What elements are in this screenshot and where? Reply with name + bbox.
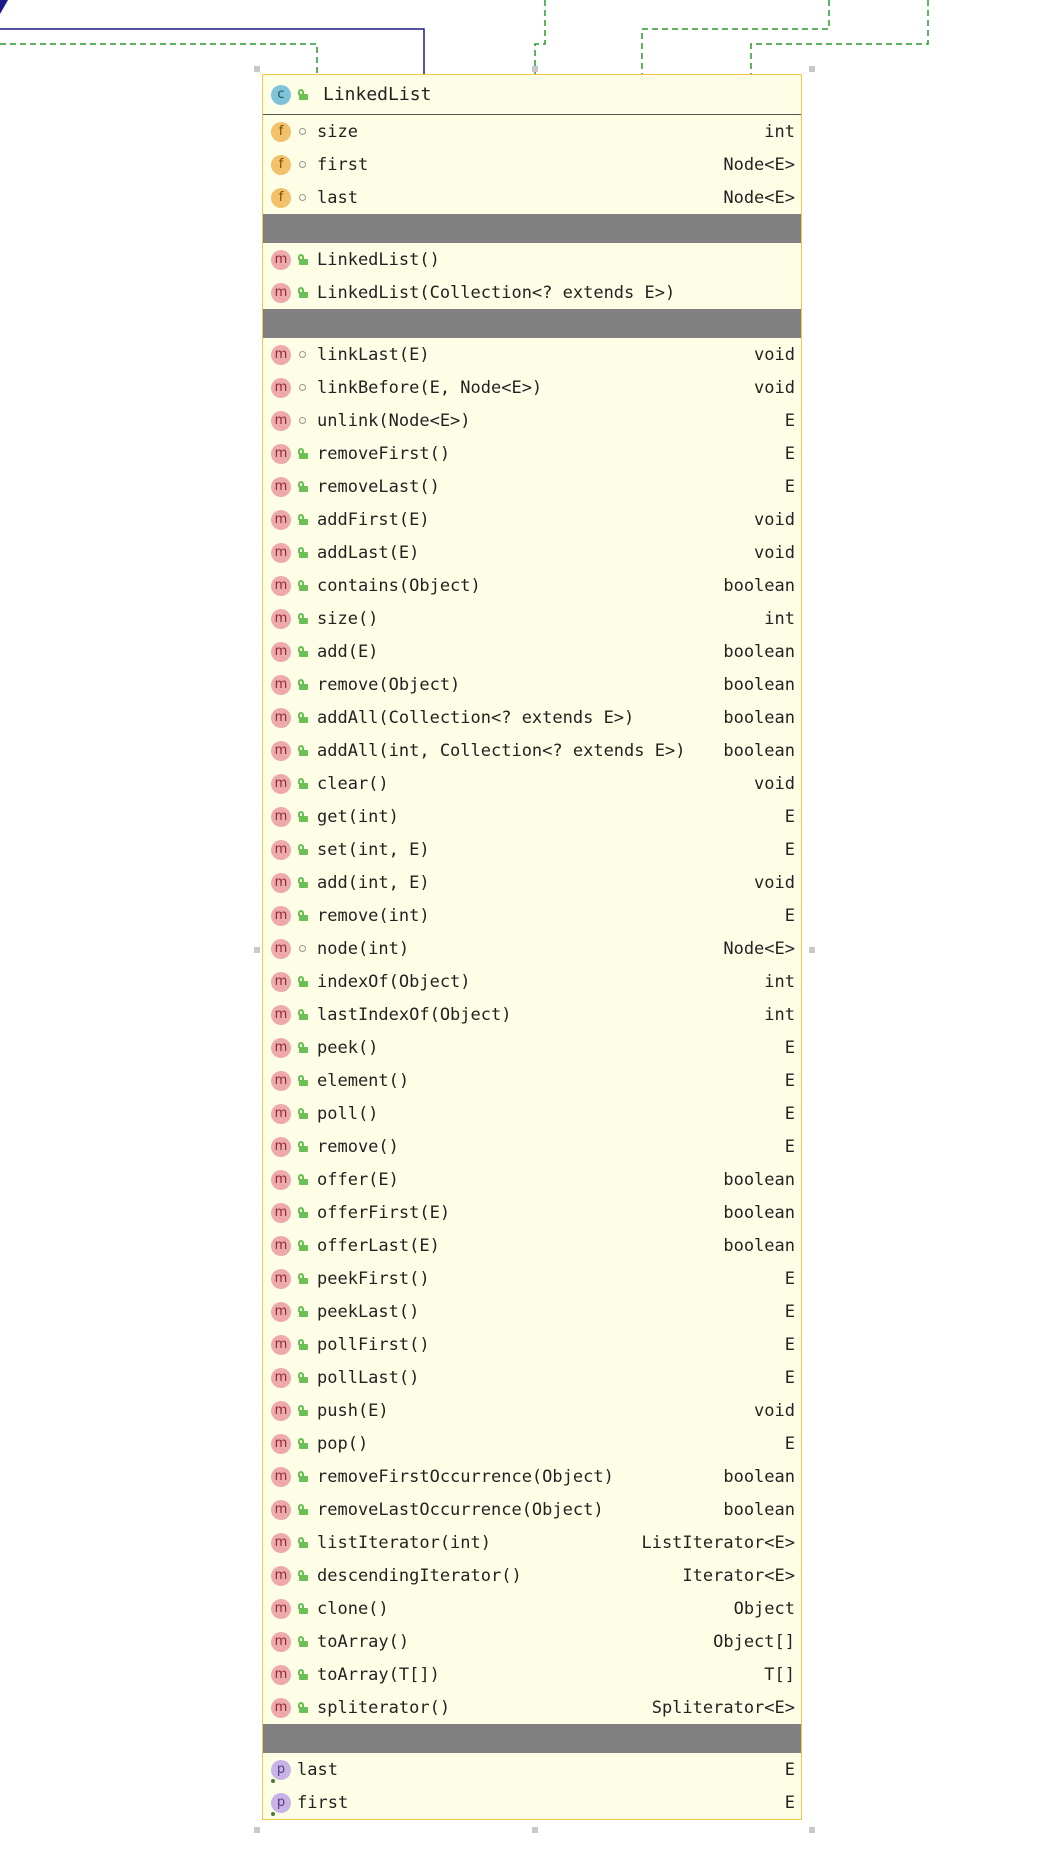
method-row[interactable]	[263, 569, 801, 602]
method-type: void	[754, 509, 795, 530]
method-type: boolean	[723, 1499, 795, 1520]
package-private-dot-icon	[295, 191, 309, 205]
method-icon: m	[271, 1632, 291, 1652]
method-row[interactable]	[263, 1031, 801, 1064]
method-name: toArray()	[317, 1631, 410, 1652]
method-row[interactable]	[263, 1526, 801, 1559]
method-row[interactable]	[263, 701, 801, 734]
package-private-dot-icon	[295, 942, 309, 956]
method-type: Object[]	[713, 1631, 795, 1652]
method-row[interactable]	[263, 1625, 801, 1658]
method-type: E	[784, 476, 795, 497]
field-row[interactable]	[263, 115, 801, 148]
section-separator	[263, 214, 801, 243]
method-name: pollLast()	[317, 1367, 420, 1388]
method-row[interactable]	[263, 437, 801, 470]
method-icon: m	[271, 1005, 291, 1025]
public-lock-icon	[295, 810, 309, 824]
method-icon: m	[271, 1401, 291, 1421]
property-name: last	[297, 1759, 338, 1780]
field-row[interactable]	[263, 148, 801, 181]
public-lock-icon	[295, 1173, 309, 1187]
method-name: descendingIterator()	[317, 1565, 522, 1586]
section-separator	[263, 1724, 801, 1753]
method-row[interactable]	[263, 536, 801, 569]
method-type: int	[764, 971, 795, 992]
public-lock-icon	[295, 777, 309, 791]
public-lock-icon	[295, 1569, 309, 1583]
method-icon: m	[271, 840, 291, 860]
method-icon: m	[271, 939, 291, 959]
field-type: Node<E>	[723, 154, 795, 175]
method-icon: m	[271, 510, 291, 530]
method-name: poll()	[317, 1103, 379, 1124]
method-icon: m	[271, 1137, 291, 1157]
method-icon: m	[271, 1599, 291, 1619]
public-lock-icon	[295, 612, 309, 626]
public-lock-icon	[295, 88, 309, 102]
method-row[interactable]	[263, 1559, 801, 1592]
property-marker-icon	[271, 1779, 275, 1783]
public-lock-icon	[295, 286, 309, 300]
public-lock-icon	[295, 744, 309, 758]
method-icon: m	[271, 642, 291, 662]
method-icon: m	[271, 378, 291, 398]
resize-handle-top-left[interactable]	[254, 66, 260, 72]
public-lock-icon	[295, 876, 309, 890]
public-lock-icon	[295, 480, 309, 494]
public-lock-icon	[295, 975, 309, 989]
method-type: E	[784, 806, 795, 827]
method-name: lastIndexOf(Object)	[317, 1004, 512, 1025]
method-type: E	[784, 839, 795, 860]
method-type: E	[784, 1037, 795, 1058]
method-type: Node<E>	[723, 938, 795, 959]
method-row[interactable]	[263, 833, 801, 866]
class-name: LinkedList	[323, 84, 432, 105]
method-icon: m	[271, 1698, 291, 1718]
property-row[interactable]	[263, 1753, 801, 1786]
field-name: first	[317, 154, 369, 175]
method-icon: m	[271, 609, 291, 629]
method-name: linkLast(E)	[317, 344, 430, 365]
field-row[interactable]	[263, 181, 801, 214]
method-row[interactable]	[263, 899, 801, 932]
method-type: E	[784, 1433, 795, 1454]
method-type: boolean	[723, 1466, 795, 1487]
method-row[interactable]	[263, 1592, 801, 1625]
method-icon: m	[271, 906, 291, 926]
public-lock-icon	[295, 513, 309, 527]
public-lock-icon	[295, 909, 309, 923]
method-row[interactable]	[263, 404, 801, 437]
public-lock-icon	[295, 1503, 309, 1517]
method-icon: m	[271, 1434, 291, 1454]
implements-edge-1	[0, 44, 317, 74]
method-icon: m	[271, 283, 291, 303]
method-type: E	[784, 443, 795, 464]
method-row[interactable]	[263, 767, 801, 800]
method-row[interactable]	[263, 470, 801, 503]
method-row[interactable]	[263, 1262, 801, 1295]
field-icon: f	[271, 122, 291, 142]
method-name: add(E)	[317, 641, 379, 662]
method-name: pollFirst()	[317, 1334, 430, 1355]
class-icon: c	[271, 85, 291, 105]
implements-edge-2	[535, 0, 545, 74]
method-name: peekFirst()	[317, 1268, 430, 1289]
method-name: contains(Object)	[317, 575, 481, 596]
constructor-row[interactable]	[263, 276, 801, 309]
method-row[interactable]	[263, 1691, 801, 1724]
method-icon: m	[271, 708, 291, 728]
method-name: node(int)	[317, 938, 410, 959]
method-type: Object	[733, 1598, 795, 1619]
method-icon: m	[271, 1500, 291, 1520]
method-row[interactable]	[263, 1328, 801, 1361]
method-name: add(int, E)	[317, 872, 430, 893]
resize-handle-bottom-left[interactable]	[254, 1827, 260, 1833]
public-lock-icon	[295, 1272, 309, 1286]
method-type: E	[784, 1301, 795, 1322]
public-lock-icon	[295, 1635, 309, 1649]
method-type: ListIterator<E>	[641, 1532, 795, 1553]
method-row[interactable]	[263, 1394, 801, 1427]
method-row[interactable]	[263, 1493, 801, 1526]
public-lock-icon	[295, 1338, 309, 1352]
method-name: removeFirstOccurrence(Object)	[317, 1466, 614, 1487]
method-row[interactable]	[263, 371, 801, 404]
method-name: remove(Object)	[317, 674, 461, 695]
method-row[interactable]	[263, 602, 801, 635]
method-name: toArray(T[])	[317, 1664, 440, 1685]
field-type: Node<E>	[723, 187, 795, 208]
public-lock-icon	[295, 1239, 309, 1253]
inheritance-edge	[0, 29, 424, 74]
method-icon: m	[271, 1170, 291, 1190]
public-lock-icon	[295, 1404, 309, 1418]
method-name: LinkedList()	[317, 249, 440, 270]
method-name: remove()	[317, 1136, 399, 1157]
method-icon: m	[271, 774, 291, 794]
method-icon: m	[271, 1467, 291, 1487]
method-name: unlink(Node<E>)	[317, 410, 471, 431]
public-lock-icon	[295, 1602, 309, 1616]
constructors-section	[263, 243, 801, 309]
method-name: indexOf(Object)	[317, 971, 471, 992]
method-type: E	[784, 1070, 795, 1091]
method-row[interactable]	[263, 965, 801, 998]
field-name: size	[317, 121, 358, 142]
method-name: linkBefore(E, Node<E>)	[317, 377, 543, 398]
implements-edge-4	[751, 0, 928, 74]
inheritance-arrowhead	[0, 0, 8, 14]
public-lock-icon	[295, 1701, 309, 1715]
public-lock-icon	[295, 1668, 309, 1682]
method-type: boolean	[723, 575, 795, 596]
method-icon: m	[271, 1071, 291, 1091]
property-marker-icon	[271, 1812, 275, 1816]
method-type: void	[754, 344, 795, 365]
method-icon: m	[271, 411, 291, 431]
public-lock-icon	[295, 711, 309, 725]
method-icon: m	[271, 1566, 291, 1586]
method-type: Spliterator<E>	[651, 1697, 795, 1718]
method-type: Iterator<E>	[682, 1565, 795, 1586]
property-icon: p	[271, 1760, 291, 1780]
method-type: boolean	[723, 1235, 795, 1256]
method-type: E	[784, 1103, 795, 1124]
method-name: offerFirst(E)	[317, 1202, 451, 1223]
method-type: boolean	[723, 674, 795, 695]
resize-handle-top-middle[interactable]	[532, 66, 538, 72]
property-type: E	[784, 1792, 795, 1813]
method-row[interactable]	[263, 998, 801, 1031]
method-name: offerLast(E)	[317, 1235, 440, 1256]
method-name: clone()	[317, 1598, 389, 1619]
method-name: LinkedList(Collection<? extends E>)	[317, 282, 676, 303]
method-row[interactable]	[263, 1460, 801, 1493]
method-type: E	[784, 1136, 795, 1157]
method-icon: m	[271, 675, 291, 695]
method-icon: m	[271, 477, 291, 497]
resize-handle-bottom-middle[interactable]	[532, 1827, 538, 1833]
method-row[interactable]	[263, 338, 801, 371]
method-row[interactable]	[263, 1130, 801, 1163]
package-private-dot-icon	[295, 348, 309, 362]
method-type: void	[754, 542, 795, 563]
method-icon: m	[271, 1038, 291, 1058]
resize-handle-bottom-right[interactable]	[809, 1827, 815, 1833]
method-name: push(E)	[317, 1400, 389, 1421]
method-name: removeLastOccurrence(Object)	[317, 1499, 604, 1520]
method-icon: m	[271, 1302, 291, 1322]
public-lock-icon	[295, 1206, 309, 1220]
property-type: E	[784, 1759, 795, 1780]
method-name: addAll(int, Collection<? extends E>)	[317, 740, 686, 761]
method-name: peek()	[317, 1037, 379, 1058]
package-private-dot-icon	[295, 158, 309, 172]
method-type: void	[754, 872, 795, 893]
public-lock-icon	[295, 1371, 309, 1385]
resize-handle-middle-left[interactable]	[254, 947, 260, 953]
method-row[interactable]	[263, 1163, 801, 1196]
method-row[interactable]	[263, 866, 801, 899]
fields-section	[263, 115, 801, 214]
method-row[interactable]	[263, 668, 801, 701]
public-lock-icon	[295, 447, 309, 461]
method-name: removeFirst()	[317, 443, 451, 464]
method-row[interactable]	[263, 800, 801, 833]
properties-section	[263, 1753, 801, 1819]
package-private-dot-icon	[295, 381, 309, 395]
public-lock-icon	[295, 1041, 309, 1055]
method-icon: m	[271, 1203, 291, 1223]
method-icon: m	[271, 1533, 291, 1553]
method-type: boolean	[723, 1202, 795, 1223]
public-lock-icon	[295, 1437, 309, 1451]
method-row[interactable]	[263, 1361, 801, 1394]
method-icon: m	[271, 543, 291, 563]
implements-edge-3	[642, 0, 829, 74]
public-lock-icon	[295, 1140, 309, 1154]
method-icon: m	[271, 972, 291, 992]
public-lock-icon	[295, 1470, 309, 1484]
method-name: clear()	[317, 773, 389, 794]
method-name: pop()	[317, 1433, 369, 1454]
method-name: peekLast()	[317, 1301, 420, 1322]
method-icon: m	[271, 807, 291, 827]
method-type: T[]	[764, 1664, 795, 1685]
method-type: E	[784, 1367, 795, 1388]
package-private-dot-icon	[295, 414, 309, 428]
public-lock-icon	[295, 1107, 309, 1121]
field-name: last	[317, 187, 358, 208]
method-row[interactable]	[263, 503, 801, 536]
public-lock-icon	[295, 678, 309, 692]
method-row[interactable]	[263, 1295, 801, 1328]
property-row[interactable]	[263, 1786, 801, 1819]
public-lock-icon	[295, 1074, 309, 1088]
method-icon: m	[271, 1335, 291, 1355]
method-icon: m	[271, 1104, 291, 1124]
method-icon: m	[271, 1269, 291, 1289]
method-icon: m	[271, 1368, 291, 1388]
method-row[interactable]	[263, 1229, 801, 1262]
field-icon: f	[271, 155, 291, 175]
public-lock-icon	[295, 546, 309, 560]
field-type: int	[764, 121, 795, 142]
method-row[interactable]	[263, 1196, 801, 1229]
public-lock-icon	[295, 843, 309, 857]
method-icon: m	[271, 873, 291, 893]
method-icon: m	[271, 345, 291, 365]
method-type: E	[784, 1334, 795, 1355]
methods-section	[263, 338, 801, 1724]
method-type: int	[764, 608, 795, 629]
method-name: get(int)	[317, 806, 399, 827]
method-type: E	[784, 410, 795, 431]
method-type: E	[784, 905, 795, 926]
method-type: boolean	[723, 641, 795, 662]
method-name: addAll(Collection<? extends E>)	[317, 707, 635, 728]
method-type: int	[764, 1004, 795, 1025]
method-row[interactable]	[263, 1427, 801, 1460]
package-private-dot-icon	[295, 125, 309, 139]
method-name: addFirst(E)	[317, 509, 430, 530]
public-lock-icon	[295, 1305, 309, 1319]
method-name: addLast(E)	[317, 542, 420, 563]
public-lock-icon	[295, 645, 309, 659]
constructor-row[interactable]	[263, 243, 801, 276]
property-name: first	[297, 1792, 349, 1813]
method-row[interactable]	[263, 734, 801, 767]
method-type: void	[754, 773, 795, 794]
resize-handle-middle-right[interactable]	[809, 947, 815, 953]
class-node-linkedlist[interactable]	[262, 74, 802, 1820]
method-icon: m	[271, 1236, 291, 1256]
class-header[interactable]	[263, 75, 801, 115]
method-name: listIterator(int)	[317, 1532, 491, 1553]
method-name: set(int, E)	[317, 839, 430, 860]
method-type: boolean	[723, 707, 795, 728]
public-lock-icon	[295, 1008, 309, 1022]
method-row[interactable]	[263, 1064, 801, 1097]
method-name: spliterator()	[317, 1697, 451, 1718]
public-lock-icon	[295, 579, 309, 593]
section-separator	[263, 309, 801, 338]
resize-handle-top-right[interactable]	[809, 66, 815, 72]
method-type: void	[754, 377, 795, 398]
method-name: offer(E)	[317, 1169, 399, 1190]
method-row[interactable]	[263, 1097, 801, 1130]
method-icon: m	[271, 250, 291, 270]
method-name: removeLast()	[317, 476, 440, 497]
method-type: boolean	[723, 740, 795, 761]
method-icon: m	[271, 741, 291, 761]
method-row[interactable]	[263, 1658, 801, 1691]
method-type: void	[754, 1400, 795, 1421]
method-name: size()	[317, 608, 379, 629]
method-icon: m	[271, 1665, 291, 1685]
field-icon: f	[271, 188, 291, 208]
method-row[interactable]	[263, 635, 801, 668]
method-icon: m	[271, 576, 291, 596]
method-type: E	[784, 1268, 795, 1289]
method-icon: m	[271, 444, 291, 464]
method-type: boolean	[723, 1169, 795, 1190]
method-row[interactable]	[263, 932, 801, 965]
method-name: remove(int)	[317, 905, 430, 926]
property-icon: p	[271, 1793, 291, 1813]
public-lock-icon	[295, 253, 309, 267]
method-name: element()	[317, 1070, 410, 1091]
public-lock-icon	[295, 1536, 309, 1550]
